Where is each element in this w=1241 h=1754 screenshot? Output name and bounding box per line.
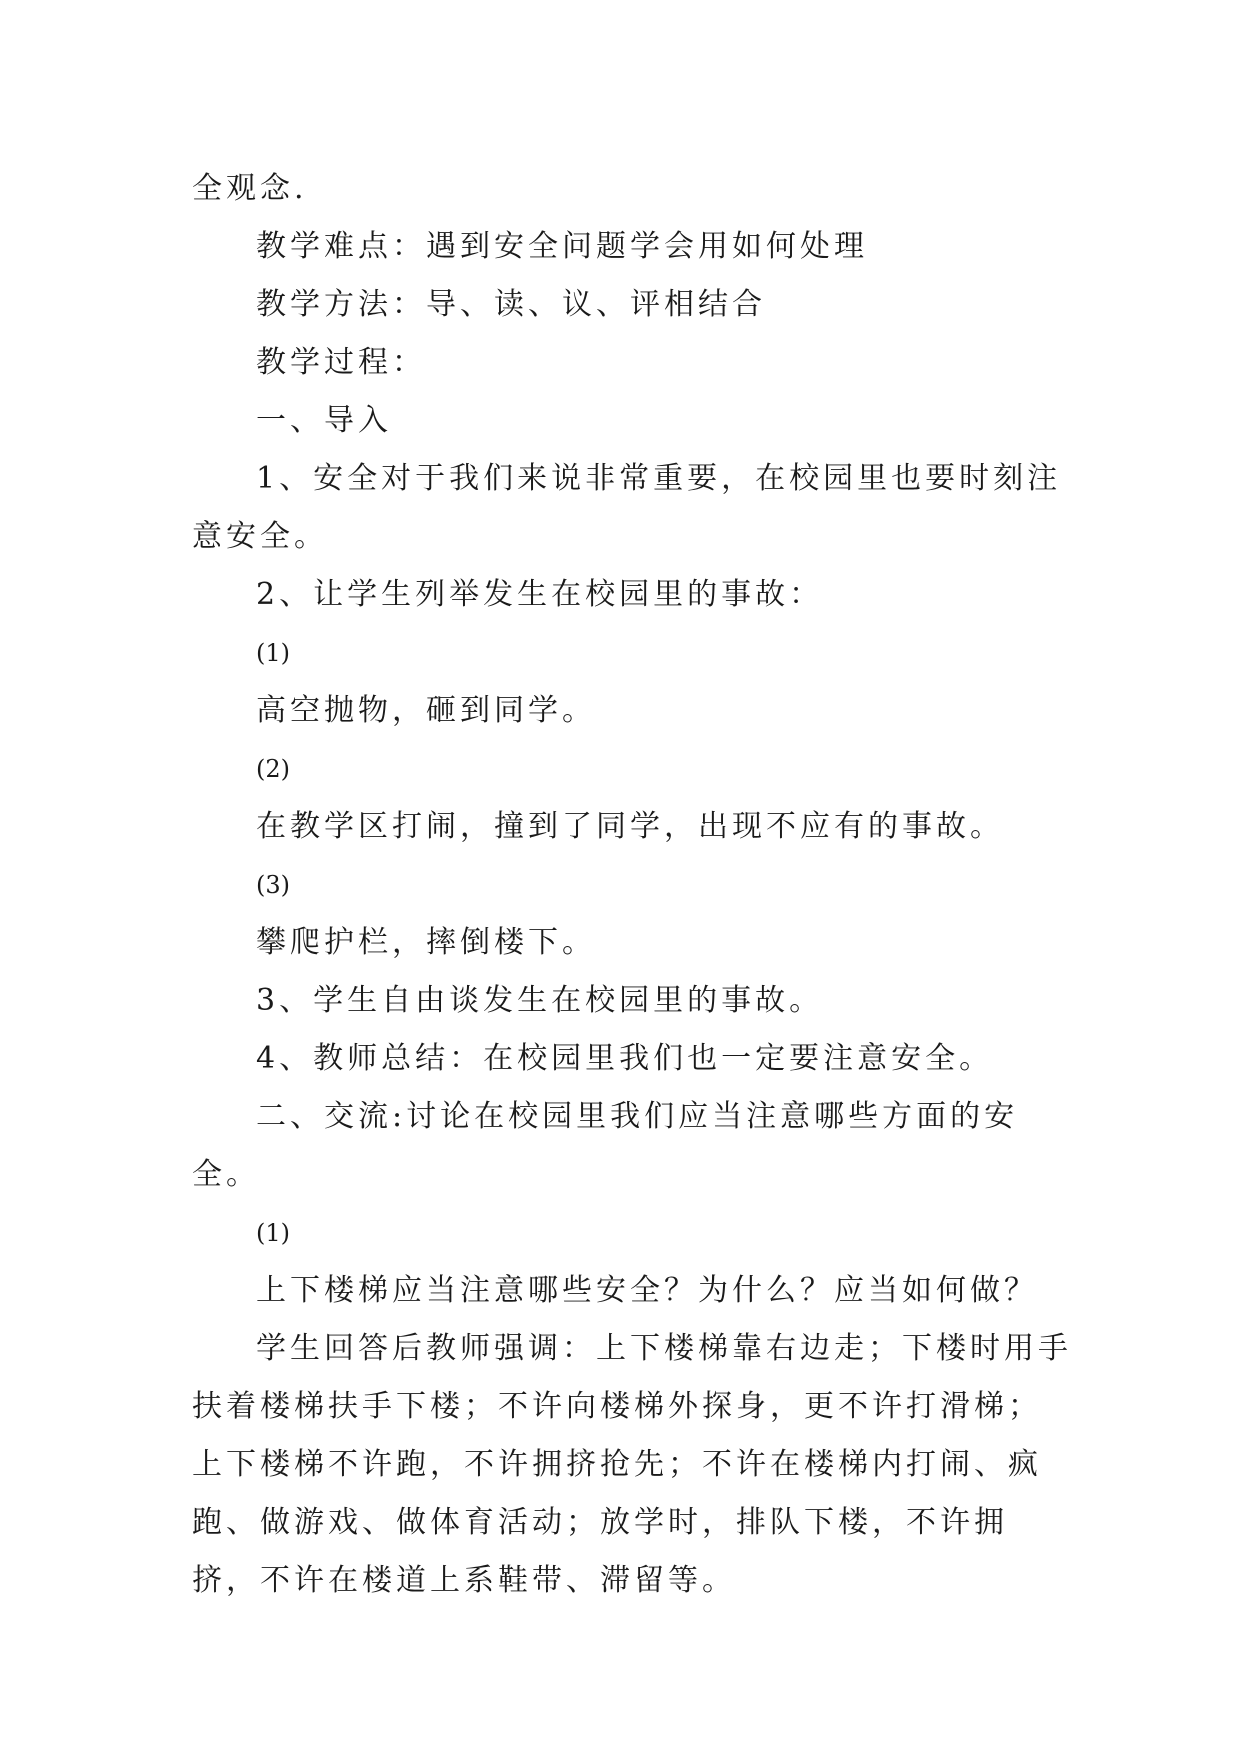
paragraph-teaching-method: 教学方法：导、读、议、评相结合 <box>256 287 766 322</box>
paragraph-teacher-emphasis: 学生回答后教师强调：上下楼梯靠右边走；下楼时用手扶着楼梯扶手下楼；不许向楼梯外探身，更不许打滑梯；上下楼梯不许跑，不许拥挤抢先；不许在楼梯内打闹、疯跑、做游戏、做体育活动；放学时，排队下楼，不许拥挤，不许在楼道上系鞋带、滞留等。 <box>192 1331 1072 1598</box>
list-item: 在教学区打闹，撞到了同学，出现不应有的事故。 <box>256 809 1004 844</box>
list-marker: (3) <box>256 871 290 899</box>
section-heading-intro: 一、导入 <box>256 403 392 438</box>
paragraph-item-4: 4、教师总结：在校园里我们也一定要注意安全。 <box>256 1041 994 1076</box>
paragraph-continuation: 全观念. <box>192 171 308 206</box>
paragraph-teaching-process: 教学过程： <box>256 345 426 380</box>
paragraph-item-2: 2、让学生列举发生在校园里的事故： <box>256 577 824 612</box>
list-item: 上下楼梯应当注意哪些安全？为什么？应当如何做？ <box>256 1273 1038 1308</box>
paragraph-item-3: 3、学生自由谈发生在校园里的事故。 <box>256 983 824 1018</box>
list-marker: (2) <box>256 755 290 783</box>
section-heading-discussion: 二、交流:讨论在校园里我们应当注意哪些方面的安全。 <box>192 1099 1019 1192</box>
list-item: 高空抛物，砸到同学。 <box>256 693 596 728</box>
list-item: 攀爬护栏，摔倒楼下。 <box>256 925 596 960</box>
paragraph-item-1: 1、安全对于我们来说非常重要，在校园里也要时刻注意安全。 <box>192 461 1062 554</box>
paragraph-teaching-difficulty: 教学难点：遇到安全问题学会用如何处理 <box>256 229 868 264</box>
list-marker: (1) <box>256 1219 290 1247</box>
document-page <box>192 160 1072 1610</box>
list-marker: (1) <box>256 639 290 667</box>
